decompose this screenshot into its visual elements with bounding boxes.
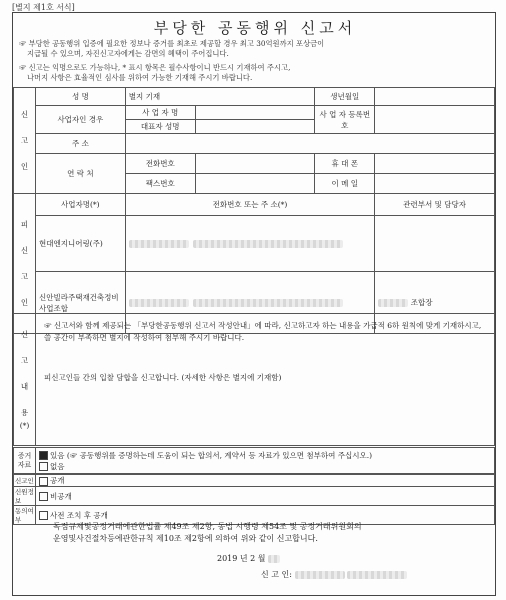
fax-value <box>195 174 315 194</box>
note-line-1: ☞ 부당한 공동행위 입증에 필요한 정보나 증거를 최초로 제공할 경우 최고 30억원까지 포상금이 <box>19 39 325 48</box>
accused-section-label: 피 신 고 인 <box>14 194 36 334</box>
checkbox-icon <box>39 511 48 520</box>
business-name-label: 사 업 자 명 <box>125 106 195 120</box>
checkbox-icon <box>39 477 48 486</box>
col-business-header: 사업자명(*) <box>35 194 125 216</box>
form-number: [별지 제1호 서식] <box>12 3 75 12</box>
rep-name-label: 대표자 성명 <box>125 120 195 134</box>
disclosure-label: 신고인 <box>14 475 36 487</box>
law-text-1: 독점규제및공정거래에관한법률 제49조 제2항, 동법 시행령 제54조 및 공정거래위원회의 <box>53 522 362 531</box>
business-label: 사업자인 경우 <box>35 106 125 134</box>
content-table <box>13 313 495 446</box>
checked-box-icon <box>39 451 48 460</box>
phone-value <box>195 154 315 174</box>
disclosure-table <box>13 474 495 525</box>
evidence-table <box>13 447 495 474</box>
mobile-value <box>375 154 495 174</box>
col-dept-header: 관련부서 및 담당자 <box>375 194 495 216</box>
phone-label: 전화번호 <box>125 154 195 174</box>
reporter-section-label: 신 고 인 <box>14 88 36 194</box>
reporter-table <box>13 87 495 194</box>
disclosure-option[interactable]: 비공개 <box>35 487 494 506</box>
accused-dept: 조합장 <box>375 272 495 334</box>
evidence-yes-option[interactable]: 있음 (☞ 공동행위를 증명하는데 도움이 되는 합의서, 계약서 등 자료가 있으면 첨부하여 주십시오.) <box>39 450 491 461</box>
evidence-no-option[interactable]: 없음 <box>39 461 491 472</box>
note-line-3: ☞ 신고는 익명으로도 가능하나, * 표시 항목은 필수사항이니 반드시 기재하여 주시고, <box>19 63 291 72</box>
contact-label: 연 락 처 <box>35 154 125 194</box>
form-frame <box>12 12 496 596</box>
rep-name-value <box>195 120 315 134</box>
mobile-label: 휴 대 폰 <box>315 154 375 174</box>
accused-dept <box>375 216 495 272</box>
disclosure-option[interactable]: 사전 조치 후 공개 <box>35 506 494 525</box>
biz-reg-value <box>375 106 495 134</box>
name-hint: 별지 기재 <box>125 88 315 106</box>
email-value <box>375 174 495 194</box>
form-title: 부당한 공동행위 신고서 <box>153 19 357 37</box>
address-label: 주 소 <box>35 134 125 154</box>
disclosure-label: 신원정보 <box>15 488 34 505</box>
law-text-2: 운영및사건절차등에관한규칙 제10조 제2항에 의하여 위와 같이 신고합니다. <box>53 534 318 543</box>
biz-reg-label: 사 업 자 등록번호 <box>315 106 375 134</box>
sign-date: 2019 년 2 월 <box>217 553 280 564</box>
birth-value <box>375 88 495 106</box>
disclosure-option[interactable]: 공개 <box>35 475 494 487</box>
address-value <box>125 134 494 154</box>
content-note: ☞ 신고서와 함께 제공되는 「부당한공동행위 신고서 작성안내」에 따라, 신고하고자 하는 내용을 가급적 6하 원칙에 맞게 기재하시고, 쓸 공간이 부족하면 별지에 작성하여 첨부해 주시기 바랍니다. <box>43 321 482 342</box>
note-line-2: 지급될 수 있으며, 자진신고자에게는 감면의 혜택이 주어집니다. <box>27 49 229 58</box>
fax-label: 팩스번호 <box>125 174 195 194</box>
disclosure-label: 동의여부 <box>15 507 34 524</box>
content-text: 피신고인들 간의 입찰 담합을 신고합니다. (자세한 사항은 별지에 기재함) <box>43 373 282 382</box>
evidence-label: 증거자료 <box>14 448 36 474</box>
note-line-4: 나머지 사항은 효율적인 심사를 위하여 가능한 기재해 주시기 바랍니다. <box>27 73 253 82</box>
name-label: 성 명 <box>35 88 125 106</box>
content-body <box>35 314 494 446</box>
checkbox-icon <box>39 492 48 501</box>
accused-name: 현대엔지니어링(주) <box>35 216 125 272</box>
content-section-label: 신 고 내 용 (*) <box>14 314 36 446</box>
accused-contact-redacted <box>125 216 375 272</box>
checkbox-icon <box>39 462 48 471</box>
birth-label: 생년월일 <box>315 88 375 106</box>
email-label: 이 메 일 <box>315 174 375 194</box>
signer: 신 고 인: <box>261 569 407 580</box>
col-contact-header: 전화번호 또는 주 소(*) <box>125 194 375 216</box>
accused-row <box>14 216 495 272</box>
business-name-value <box>195 106 315 120</box>
accused-name: 신안빌라주택재건축정비사업조합 <box>35 272 125 334</box>
evidence-options <box>35 448 494 474</box>
